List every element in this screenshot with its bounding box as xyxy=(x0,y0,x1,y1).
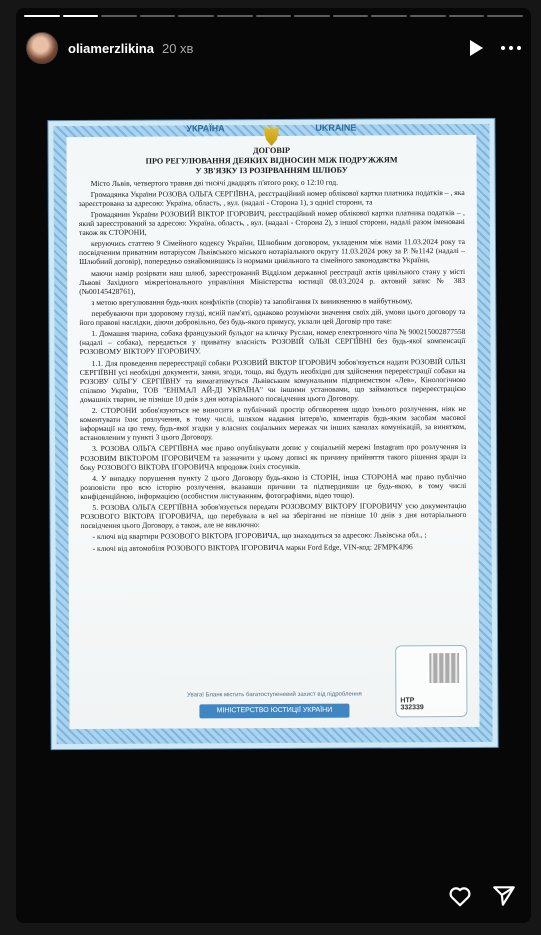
doc-paragraph: з метою врегулювання будь-яких конфліктів (спорів) та запобігання їх виникненню в майбутньому, xyxy=(91,296,413,307)
story-progress xyxy=(24,15,523,17)
doc-paragraph: перебуваючи при здоровому глузді, ясній пам'яті, однаково розуміючи значення своїх дій, умови цього договору та його правові наслідки, діючи добровільно, без будь-якого примусу, уклали цей Договір про таке: xyxy=(79,306,466,328)
doc-paragraph: маючи намір розірвати наш шлюб, зареєстрований Відділом державної реєстрації актів цивільного стану у місті Львові Західного міжрегіонального управління Міністерства юстиції 08.03.2024 р. актовий запис № 383 (№00145428761), xyxy=(79,266,466,296)
doc-footer-note: Увага! Бланк містить багатоступеневий захист від підроблення xyxy=(186,691,362,699)
username[interactable]: oliamerzlikina xyxy=(68,40,154,56)
doc-paragraph: Громадянка України РОЗОВА ОЛЬГА СЕРГІЇВНА, реєстраційний номер облікової картки платника податків – , яка зареєстрована за адресою: Україна, область, , вул. (надалі - Сторона 1), з однієї сторони, та xyxy=(78,187,465,208)
stamp-number: 332339 xyxy=(400,704,424,712)
avatar[interactable] xyxy=(26,32,58,64)
progress-segment xyxy=(449,15,485,17)
doc-paragraph: 2. СТОРОНИ зобов'язуються не виносити в публічний простір обговорення щодо їхнього розлучення, ніяк не коментувати їхнє розлучення, в тому числі, шляхом надання інтерв'ю, коментарів будь-яким засобам масової інформації на цю тему, будь-якої згадки у власних соціальних мережах чи інших каналах комунікацій, за винятком, встановленим у пункті 3 цього Договору. xyxy=(79,404,466,443)
doc-subtitle-2: У ЗВ'ЯЗКУ ІЗ РОЗІРВАННЯМ ШЛЮБУ xyxy=(195,165,348,176)
stamp-code: НТР xyxy=(400,696,415,704)
send-icon[interactable] xyxy=(491,883,517,909)
document-page xyxy=(66,122,479,729)
doc-paragraph: - ключі від автомобіля РОЗОВОГО ВІКТОРА ІГОРОВИЧА марки Ford Edge, VIN-код: 2FMPK4J96 xyxy=(92,541,413,553)
doc-paragraph: 3. РОЗОВА ОЛЬГА СЕРГІЇВНА має право опублікувати допис у соціальній мережі Instagram про розлучення із РОЗОВИМ ВІКТОРОМ ІГОРОВИЧЕМ та зазначити у цьому дописі як причину прийняття такого рішення зради із боку РОЗОВОГО ВІКТОРА ІГОРОВИЧА впродовж їхніх стосунків. xyxy=(80,442,467,472)
more-options-icon[interactable] xyxy=(501,42,521,54)
doc-paragraph: 1. Домашня тварина, собака французький бульдог на кличку Руслан, номер електронного чіпа № 900215002877558 (надалі – собака), передається у приватну власність РОЗОВІЙ ОЛЬЗІ СЕРГІЇВНІ без будь-якої компенсації РОЗОВОМУ ВІКТОРУ ІГОРОВИЧУ. xyxy=(79,327,466,357)
document-text xyxy=(78,145,467,683)
doc-paragraph: 4. У випадку порушення пункту 2 цього Договору будь-якою із СТОРІН, інша СТОРОНА має право публічно розповісти про всю історію розлучення, вказавши причини та підтвердивши це будь-якою, в тому числі конфіденційною, інформацією (особистим листуванням, фотографіями, відео тощо). xyxy=(80,471,467,502)
progress-segment xyxy=(256,15,292,17)
story-actions xyxy=(447,883,517,909)
band-ukraine: UKRAINE xyxy=(315,122,357,133)
progress-segment xyxy=(294,15,330,17)
post-time: 20 хв xyxy=(161,40,194,56)
progress-segment xyxy=(101,15,137,17)
notary-stamp xyxy=(395,645,467,717)
heart-icon[interactable] xyxy=(447,883,473,909)
progress-segment xyxy=(178,15,214,17)
doc-title: ДОГОВІР xyxy=(252,145,291,156)
progress-segment xyxy=(24,15,60,17)
story-viewer[interactable] xyxy=(16,8,531,923)
progress-segment xyxy=(63,15,99,17)
document-photo xyxy=(48,119,497,749)
progress-segment xyxy=(217,15,253,17)
progress-segment xyxy=(487,15,523,17)
story-header xyxy=(26,26,521,70)
doc-paragraph: - ключі від квартири РОЗОВОГО ВІКТОРА ІГОРОВИЧА, що знаходиться за адресою: Львівська обл., ; xyxy=(92,530,427,542)
progress-segment xyxy=(140,15,176,17)
band-ukraina: УКРАЇНА xyxy=(186,123,225,134)
progress-segment xyxy=(410,15,446,17)
doc-city: Місто Львів, четвертого травня дві тисячі двадцять п'ятого року, о 12:10 год. xyxy=(90,177,339,188)
doc-paragraph: 1.1. Для проведення перереєстрації собаки РОЗОВИЙ ВІКТОР ІГОРОВИЧ зобов'язується надати РОЗОВІЙ ОЛЬЗІ СЕРГІЇВНІ усі необхідні документи, заяви, згоди, тощо, які будуть необхідні для здійснення перереєстрації собаки на РОЗОВУ ОЛЬГУ СЕРГІЇВНУ та вимагатимуться Львівським комунальним підприємством «Лев», Кінологічною спілкою України, ТОВ "ЕНІМАЛ АЙ-ДІ УКРАЇНА" чи іншими установами, що займаються перереєстрацією домашніх тварин, не пізніше 10 днів з дня нотаріального посвідчення цього Договору. xyxy=(79,356,466,404)
doc-paragraph: 5. РОЗОВА ОЛЬГА СЕРГІЇВНА зобов'язується передати РОЗОВОМУ ВІКТОРУ ІГОРОВИЧУ усю документацію РОЗОВОГО ВІКТОРА ІГОРОВИЧА, що перебувала в неї на зберіганні не пізніше 10 днів з дня нотаріального посвідчення цього Договору, а також, але не виключно: xyxy=(80,501,467,531)
doc-paragraph: Громадянин України РОЗОВИЙ ВІКТОР ІГОРОВИЧ, реєстраційний номер облікової картки платника податків – , який зареєстрований за адресою: Україна, область, , вул. (надалі - Сторона 2), з іншої сторони, надалі разом іменовані також як СТОРОНИ, xyxy=(78,207,465,238)
play-icon[interactable] xyxy=(470,40,483,56)
doc-subtitle-1: ПРО РЕГУЛЮВАННЯ ДЕЯКИХ ВІДНОСИН МІЖ ПОДРУЖЖЯМ xyxy=(145,155,398,166)
progress-segment xyxy=(371,15,407,17)
doc-footer-ministry: МІНІСТЕРСТВО ЮСТИЦІЇ УКРАЇНИ xyxy=(199,704,349,719)
progress-segment xyxy=(333,15,369,17)
doc-paragraph: керуючись статтею 9 Сімейного кодексу України, Шлюбним договором, укладеним між нами 11.03.2024 року та посвідченим приватним нотаріусом Львівського міського нотаріального округу 11.03.2024 року за Р. №1142 (надалі – Шлюбний договір), попередньо ознайомившись із нормами цивільного та сімейного законодавства України, xyxy=(79,237,466,267)
